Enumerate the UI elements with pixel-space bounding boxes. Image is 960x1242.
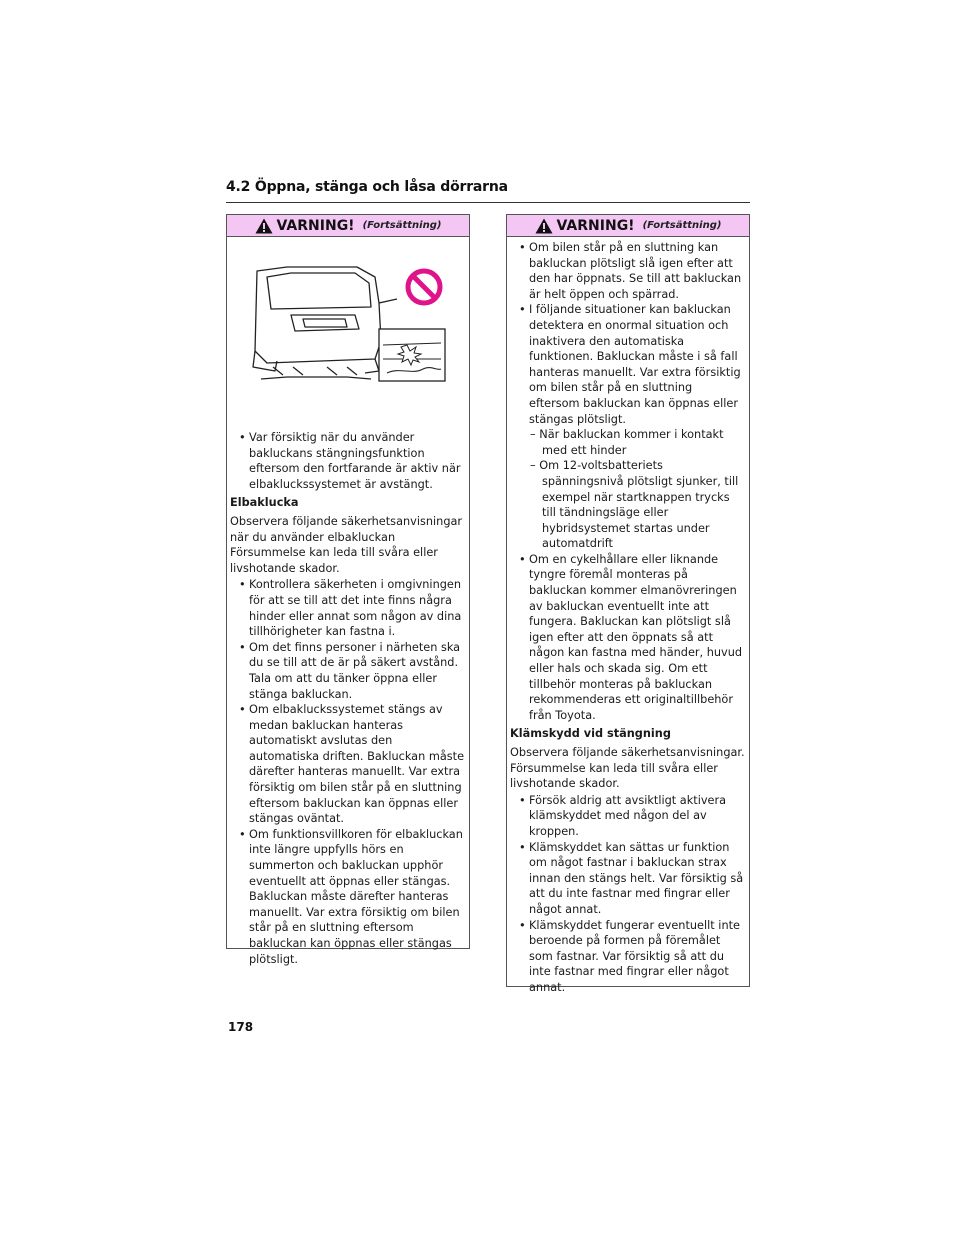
- section-title: 4.2 Öppna, stänga och låsa dörrarna: [226, 179, 508, 195]
- list-item: • Kontrollera säkerheten i omgivningen för att se till att det inte finns några hinder eller annat som någon av dina tillhörigheter kan fastna i.: [232, 577, 465, 639]
- tailgate-pinch-illustration: [247, 263, 447, 403]
- list-item: • Klämskyddet kan sättas ur funktion om något fastnar i bakluckan strax innan den stängs helt. Var försiktig så att du inte fastnar med fingrar eller något annat.: [512, 840, 745, 918]
- list-item: • Klämskyddet fungerar eventuellt inte beroende på formen på föremålet som fastnar. Var försiktig så att du inte fastnar med fingrar eller något annat.: [512, 918, 745, 996]
- dash-item: – Om 12-voltsbatteriets spänningsnivå plötsligt sjunker, till exempel när startknappen trycks till tändningsläge eller hybridsystemet startas under automatdrift: [530, 459, 739, 551]
- section-heading: Elbaklucka: [230, 496, 299, 510]
- section-heading: Klämskydd vid stängning: [510, 727, 671, 741]
- warning-triangle-icon: [255, 218, 273, 234]
- dash-item-text: När bakluckan kommer i kontakt med ett hinder: [539, 428, 724, 457]
- list-item: • Om en cykelhållare eller liknande tyngre föremål monteras på bakluckan kommer elmanövreringen av bakluckan eventuellt inte att fungera. Bakluckan kan plötsligt slå igen efter att den öppnats så att någon kan fastna med händer, huvud eller hals och skada sig. Om ett tillbehör monteras på bakluckan rekommenderas ett originaltillbehör från Toyota.: [512, 552, 745, 724]
- list-item: • Om det finns personer i närheten ska du se till att de är på säkert avstånd. Tala om att du tänker öppna eller stänga bakluckan.: [232, 640, 465, 702]
- paragraph: Observera följande säkerhetsanvisningar. Försummelse kan leda till svåra eller livshotande skador.: [510, 746, 745, 791]
- warning-triangle-icon: [535, 218, 553, 234]
- warning-box-left: [226, 214, 470, 966]
- warning-title: VARNING!: [276, 217, 355, 234]
- warning-box-right: [506, 214, 750, 994]
- warning-subtitle: (Fortsättning): [362, 220, 442, 231]
- warning-title: VARNING!: [556, 217, 635, 234]
- page-number: 178: [228, 1020, 254, 1034]
- warning-header: [227, 215, 469, 237]
- list-item: • Försök aldrig att avsiktligt aktivera klämskyddet med någon del av kroppen.: [512, 793, 745, 840]
- section-header: [226, 178, 750, 203]
- warning-header: [507, 215, 749, 237]
- list-item: • I följande situationer kan bakluckan detektera en onormal situation och inaktivera den automatiska funktionen. Bakluckan måste i så fall hanteras manuellt. Var extra försiktig om bilen står på en sluttning eftersom bakluckan kan öppnas eller stängas plötsligt.: [512, 302, 745, 427]
- dash-item-text: Om 12-voltsbatteriets spänningsnivå plötsligt sjunker, till exempel när startknappen trycks till tändningsläge eller hybridsystemet startas under automatdrift: [539, 459, 739, 551]
- list-item: • Om funktionsvillkoren för elbakluckan inte längre uppfylls hörs en summerton och bakluckan upphör eventuellt att öppnas eller stängas. Bakluckan måste därefter hanteras manuellt. Var extra försiktig om bilen står på en sluttning eftersom bakluckan kan öppnas eller stängas plötsligt.: [232, 827, 465, 967]
- paragraph: Observera följande säkerhetsanvisningar när du använder elbakluckan Försummelse kan leda till svåra eller livshotande skador.: [230, 514, 463, 575]
- list-item: • Var försiktig när du använder bakluckans stängningsfunktion eftersom den fortfarande är aktiv när elbakluckssystemet är avstängt.: [232, 430, 465, 492]
- warning-subtitle: (Fortsättning): [642, 220, 722, 231]
- dash-item: – När bakluckan kommer i kontakt med ett hinder: [530, 428, 724, 457]
- list-item: • Om elbakluckssystemet stängs av medan bakluckan hanteras automatiskt avslutas den automatiska driften. Bakluckan måste därefter hanteras manuellt. Var extra försiktig om bilen står på en sluttning eftersom bakluckan kan öppnas eller stängas oväntat.: [232, 702, 465, 827]
- list-item: • Om bilen står på en sluttning kan bakluckan plötsligt slå igen efter att den har öppnats. Se till att bakluckan är helt öppen och spärrad.: [512, 240, 745, 302]
